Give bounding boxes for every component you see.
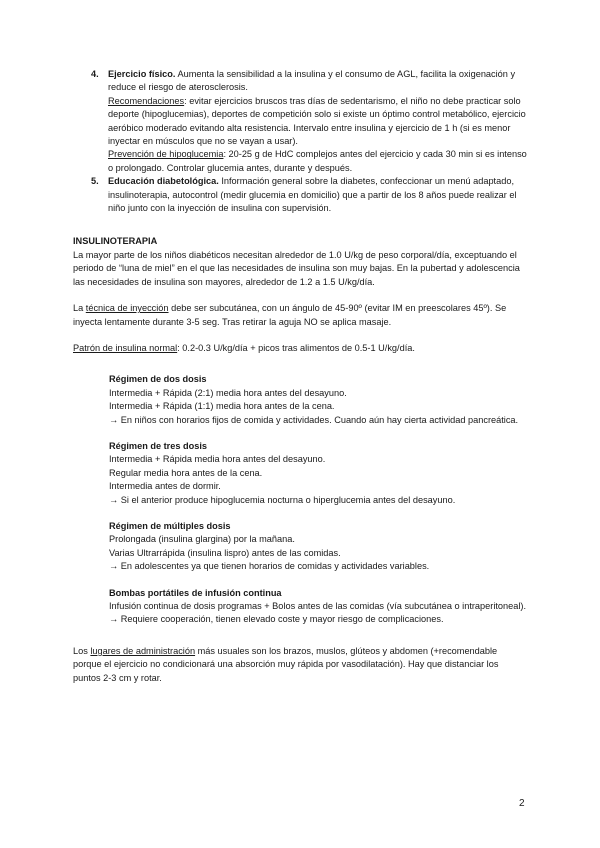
- page-number: 2: [519, 798, 525, 809]
- page-content: [73, 68, 528, 685]
- regimen-line: → En adolescentes ya que tienen horarios de comidas y actividades variables.: [109, 561, 430, 572]
- regimen-line: Intermedia + Rápida (1:1) media hora antes de la cena.: [109, 401, 335, 412]
- list-item-educacion: [73, 175, 528, 215]
- lugares-text: más usuales son los brazos, muslos, glúteos y abdomen (+recomendable porque el ejercicio no condicionará una absorción muy rápida por vasodilatación). Hay que distanciar los puntos 2-3 cm y rotar.: [73, 645, 499, 683]
- prevencion-label: Prevención de hipoglucemia: [108, 149, 224, 160]
- regimen-line: → Si el anterior produce hipoglucemia nocturna o hiperglucemia antes del desayuno.: [109, 494, 456, 505]
- regimen-title: Régimen de múltiples dosis: [109, 520, 231, 531]
- lugares-label: lugares de administración: [90, 645, 196, 656]
- regimen-dos-dosis: [73, 373, 528, 427]
- tecnica-text: debe ser subcutánea, con un ángulo de 45-90º (evitar IM en preescolares 45º). Se inyecta lentamente durante 3-5 seg. Tras retirar la aguja NO se aplica masaje.: [73, 303, 507, 327]
- list-item-ejercicio: [73, 68, 528, 175]
- regimen-line: Prolongada (insulina glargina) por la mañana.: [109, 534, 295, 545]
- section-heading: INSULINOTERAPIA: [73, 236, 158, 247]
- regimen-line: Intermedia + Rápida media hora antes del desayuno.: [109, 454, 326, 465]
- regimen-bombas: [73, 587, 528, 627]
- regimen-title: Bombas portátiles de infusión continua: [109, 587, 282, 598]
- lugares-prefix: Los: [73, 645, 91, 656]
- regimen-title: Régimen de dos dosis: [109, 374, 207, 385]
- item-title: Educación diabetológica.: [108, 176, 219, 187]
- regimen-line: → En niños con horarios fijos de comida y actividades. Cuando aún hay cierta actividad pancreática.: [109, 414, 519, 425]
- regimen-line: → Requiere cooperación, tienen elevado coste y mayor riesgo de complicaciones.: [109, 614, 444, 625]
- regimen-multiples-dosis: [73, 520, 528, 574]
- regimen-line: Intermedia + Rápida (2:1) media hora antes del desayuno.: [109, 387, 347, 398]
- lugares-paragraph: [73, 645, 528, 685]
- tecnica-paragraph: [73, 302, 528, 329]
- intro-paragraph: La mayor parte de los niños diabéticos necesitan alrededor de 1.0 U/kg de peso corporal/día, exceptuando el periodo de “luna de miel” en el que las necesidades de insulina son muy bajas. En la pubertad y adolescencia las necesidades de insulina son mayores, alrededor de 1.2 a 1.5 U/kg/día.: [73, 249, 520, 287]
- numbered-list: [73, 68, 528, 215]
- regimen-line: Intermedia antes de dormir.: [109, 481, 221, 492]
- regimen-title: Régimen de tres dosis: [109, 440, 208, 451]
- regimen-tres-dosis: [73, 440, 528, 507]
- recomendaciones-label: Recomendaciones: [108, 95, 185, 106]
- item-text: Aumenta la sensibilidad a la insulina y el consumo de AGL, facilita la oxigenación y reduce el riesgo de aterosclerosis.: [108, 69, 516, 93]
- patron-paragraph: [73, 342, 528, 355]
- recomendaciones-text: : evitar ejercicios bruscos tras días de sedentarismo, el niño no debe practicar solo deporte (hipoglucemias), deportes de competición solo si existe un óptimo control metabólico, ejercicio aeróbico moderado evitando alta resistencia. Intervalo entre insulina y ejercicio de 1 h (si es menor inyectar en músculos que no se vayan a usar).: [108, 95, 526, 147]
- prevencion-text: : 20-25 g de HdC complejos antes del ejercicio y cada 30 min si es intenso o prolongado. Controlar glucemia antes, durante y después.: [108, 149, 527, 173]
- tecnica-prefix: La: [73, 303, 86, 314]
- list-number: 5.: [91, 176, 99, 187]
- tecnica-label: técnica de inyección: [85, 303, 169, 314]
- item-text: Información general sobre la diabetes, confeccionar un menú adaptado, insulinoterapia, autocontrol (medir glucemia en domicilio) que a partir de los 8 años puede realizar el niño junto con la inyección de insulina con supervisión.: [108, 176, 517, 214]
- list-number: 4.: [91, 69, 99, 79]
- item-title: Ejercicio físico.: [108, 69, 176, 79]
- patron-text: : 0.2-0.3 U/kg/día + picos tras alimentos de 0.5-1 U/kg/día.: [177, 342, 415, 353]
- regimen-line: Regular media hora antes de la cena.: [109, 467, 263, 478]
- patron-label: Patrón de insulina normal: [73, 342, 178, 353]
- regimen-line: Varias Ultrarrápida (insulina lispro) antes de las comidas.: [109, 547, 341, 558]
- regimen-line: Infusión continua de dosis programas + Bolos antes de las comidas (vía subcutánea o intraperitoneal).: [109, 601, 526, 611]
